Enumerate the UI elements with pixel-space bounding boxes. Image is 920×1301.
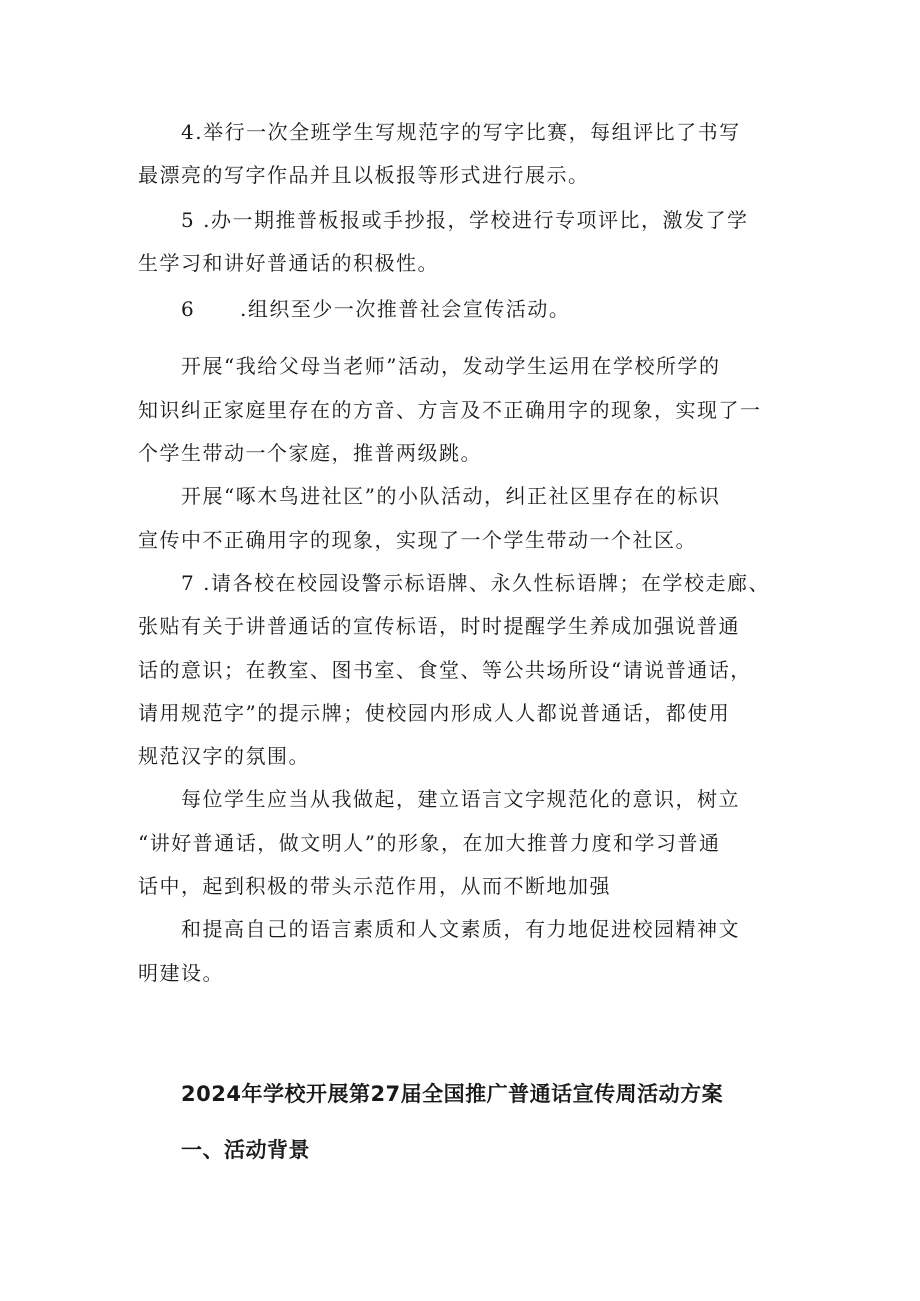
item5-line-1: 5 .办一期推普板报或手抄报，学校进行专项评比，激发了学 — [181, 208, 749, 232]
para-students-line-2: “讲好普通话，做文明人”的形象，在加大推普力度和学习普通 — [138, 831, 721, 855]
item7-line-3: 话的意识；在教室、图书室、食堂、等公共场所设“请说普通话， — [138, 658, 752, 682]
para-parents-line-2: 知识纠正家庭里存在的方音、方言及不正确用字的现象，实现了一 — [138, 398, 762, 422]
para-woodpecker-line-1: 开展“啄木鸟进社区”的小队活动，纠正社区里存在的标识 — [181, 484, 721, 508]
para-improve-line-2: 明建设。 — [138, 961, 224, 985]
para-woodpecker-line-2: 宣传中不正确用字的现象，实现了一个学生带动一个社区。 — [138, 528, 697, 552]
item5-line-2: 生学习和讲好普通话的积极性。 — [138, 251, 439, 275]
section-heading-background: 一、活动背景 — [181, 1138, 310, 1162]
para-students-line-3: 话中，起到积极的带头示范作用，从而不断地加强 — [138, 874, 611, 898]
item7-line-5: 规范汉字的氛围。 — [138, 744, 310, 768]
item4-line-2: 最漂亮的写字作品并且以板报等形式进行展示。 — [138, 163, 590, 187]
document-title: 2024年学校开展第27届全国推广普通话宣传周活动方案 — [181, 1082, 724, 1106]
para-students-line-1: 每位学生应当从我做起，建立语言文字规范化的意识，树立 — [181, 787, 740, 811]
item6-text: .组织至少一次推普社会宣传活动。 — [240, 297, 571, 321]
para-parents-line-1: 开展“我给父母当老师”活动，发动学生运用在学校所学的 — [181, 354, 721, 378]
item7-line-1: 7 .请各校在校园设警示标语牌、永久性标语牌；在学校走廊、 — [181, 571, 770, 595]
para-improve-line-1: 和提高自己的语言素质和人文素质，有力地促进校园精神文 — [181, 917, 740, 941]
item6-number: 6 — [181, 297, 194, 321]
para-parents-line-3: 个学生带动一个家庭，推普两级跳。 — [138, 441, 482, 465]
item7-line-2: 张贴有关于讲普通话的宣传标语，时时提醒学生养成加强说普通 — [138, 614, 740, 638]
item7-line-4: 请用规范字”的提示牌；使校园内形成人人都说普通话，都使用 — [138, 701, 731, 725]
item4-line-1: 4.举行一次全班学生写规范字的写字比赛，每组评比了书写 — [181, 120, 741, 144]
